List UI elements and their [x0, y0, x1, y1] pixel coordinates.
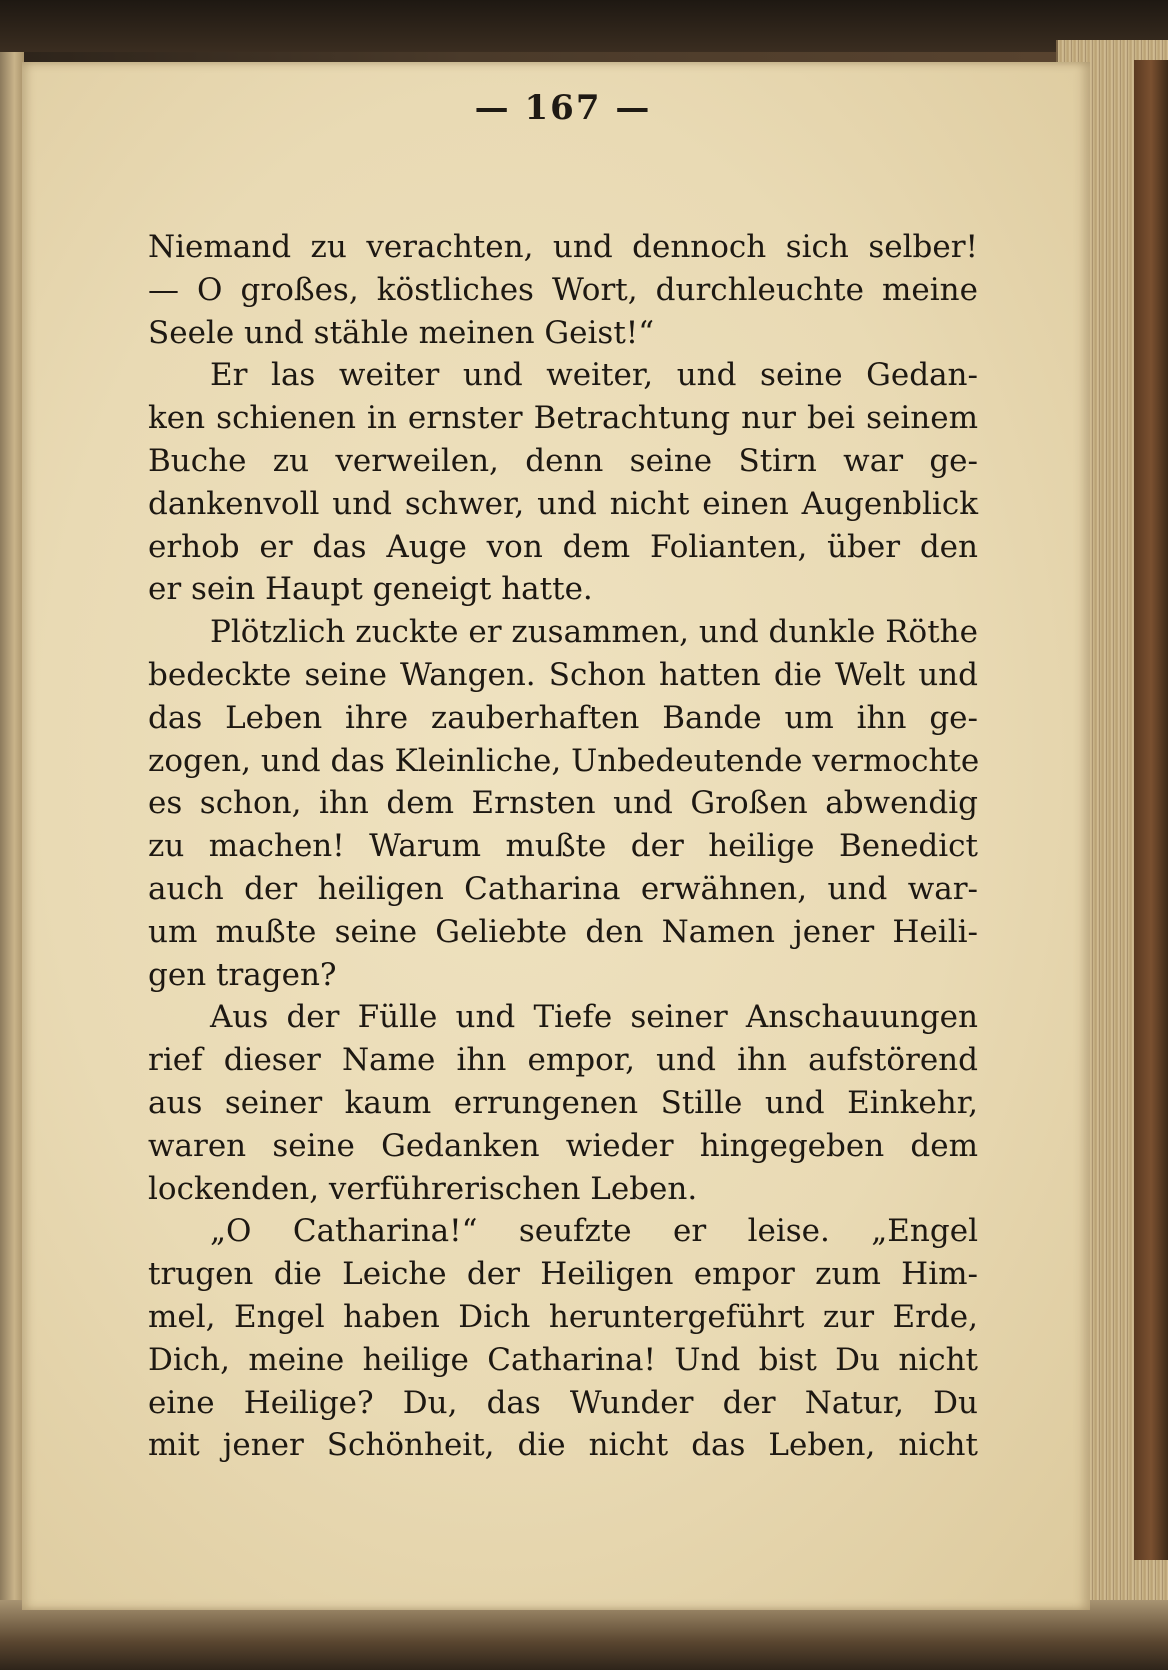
text-line: lockenden, verführerischen Leben.: [148, 1170, 698, 1207]
text-line: es schon, ihn dem Ernsten und Großen abwendig: [148, 785, 978, 822]
text-line: mel, Engel haben Dich heruntergeführt zur Erde,: [148, 1298, 978, 1335]
text-line: rief dieser Name ihn empor, und ihn aufstörend: [148, 1042, 978, 1079]
text-line: auch der heiligen Catharina erwähnen, und war-: [148, 870, 978, 907]
text-line: Er las weiter und weiter, und seine Gedan-: [210, 357, 978, 394]
page-text: [148, 226, 978, 1467]
text-line: das Leben ihre zauberhaften Bande um ihn ge-: [148, 699, 978, 736]
text-line: ken schienen in ernster Betrachtung nur bei seinem: [148, 400, 978, 437]
text-line: Buche zu verweilen, denn seine Stirn war ge-: [148, 442, 978, 479]
page-number-header: — 167 —: [474, 88, 652, 128]
text-line: bedeckte seine Wangen. Schon hatten die Welt und: [148, 656, 978, 693]
text-line: erhob er das Auge von dem Folianten, über den: [148, 528, 978, 565]
text-line: Dich, meine heilige Catharina! Und bist Du nicht: [148, 1341, 978, 1378]
text-line: waren seine Gedanken wieder hingegeben dem: [148, 1127, 978, 1164]
text-line: — O großes, köstliches Wort, durchleuchte meine: [148, 271, 978, 308]
text-line: um mußte seine Geliebte den Namen jener Heili-: [148, 913, 978, 950]
book-cover-edge: [1134, 60, 1168, 1560]
text-line: Plötzlich zuckte er zusammen, und dunkle Röthe: [210, 614, 978, 651]
text-line: trugen die Leiche der Heiligen empor zum Him-: [148, 1256, 978, 1293]
text-line: Seele und stähle meinen Geist!“: [148, 314, 655, 351]
text-line: mit jener Schönheit, die nicht das Leben, nicht: [148, 1427, 978, 1464]
text-line: gen tragen?: [148, 956, 337, 993]
left-page-gutter: [0, 52, 24, 1612]
text-line: Aus der Fülle und Tiefe seiner Anschauungen: [210, 999, 978, 1036]
scan-background-bottom: [0, 1600, 1168, 1670]
text-line: zu machen! Warum mußte der heilige Benedict: [148, 828, 978, 865]
text-line: dankenvoll und schwer, und nicht einen Augenblick: [148, 485, 978, 522]
text-line: Niemand zu verachten, und dennoch sich selber!: [148, 229, 978, 265]
text-line: zogen, und das Kleinliche, Unbedeutende vermochte: [148, 742, 980, 779]
scan-background-top: [0, 0, 1168, 52]
text-line: „O Catharina!“ seufzte er leise. „Engel: [210, 1213, 978, 1250]
text-line: er sein Haupt geneigt hatte.: [148, 571, 593, 608]
text-line: aus seiner kaum errungenen Stille und Einkehr,: [148, 1084, 978, 1121]
text-line: eine Heilige? Du, das Wunder der Natur, Du: [148, 1384, 978, 1421]
